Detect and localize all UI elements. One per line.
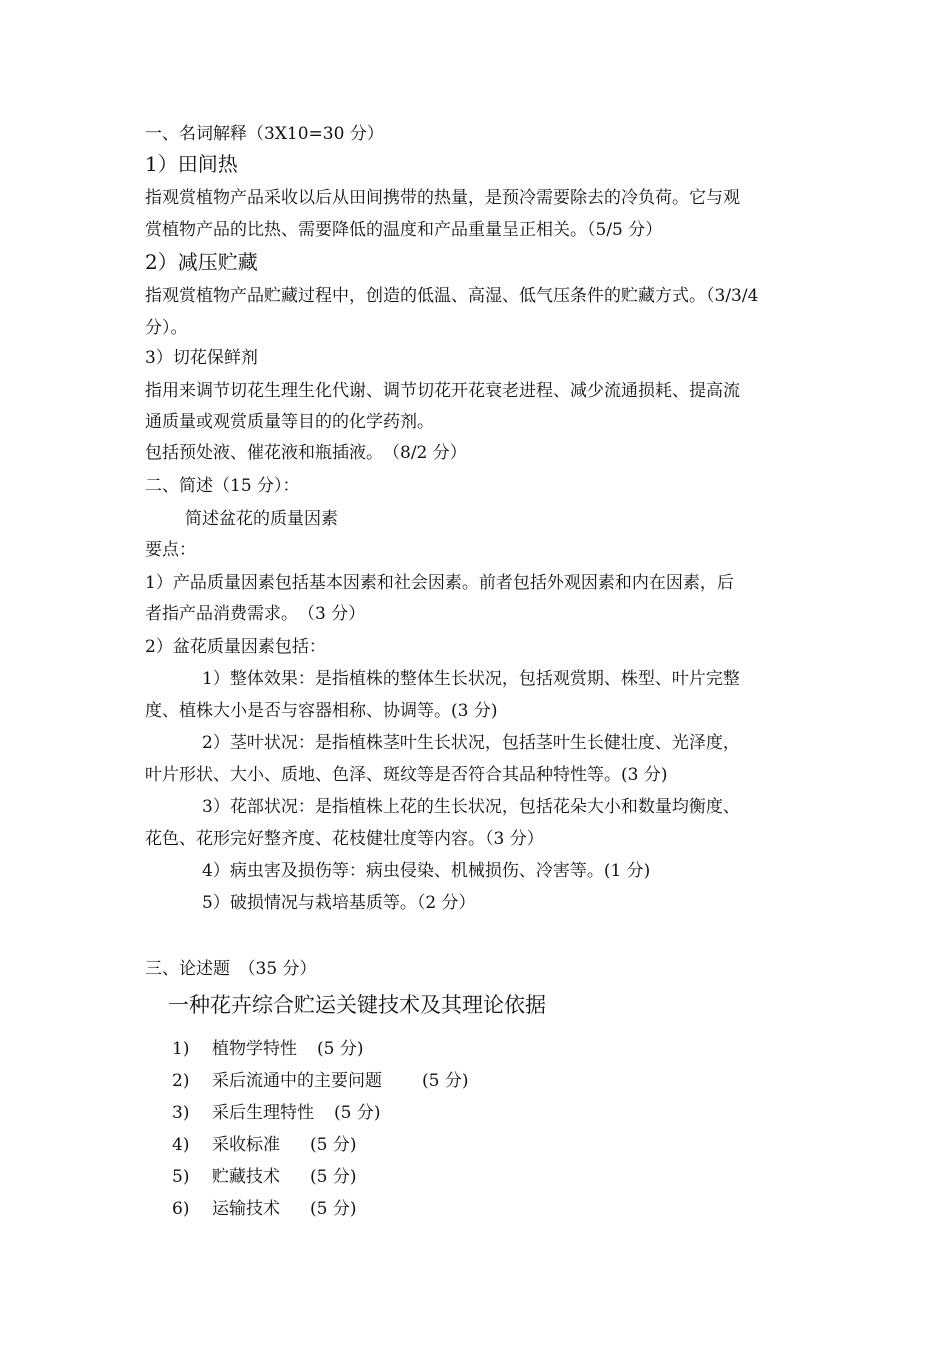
section2-line-1: 1）产品质量因素包括基本因素和社会因素。前者包括外观因素和内在因素，后: [145, 573, 734, 593]
section2-points-label: 要点：: [145, 540, 196, 560]
list-item-text: 采后生理特性: [212, 1103, 314, 1123]
list-item-number: 2): [172, 1071, 190, 1091]
sub1-rest: 度、植株大小是否与容器相称、协调等。(3 分): [145, 701, 498, 721]
list-item-text: 贮藏技术: [212, 1167, 280, 1187]
list-item-points: (5 分): [334, 1103, 381, 1123]
list-item-number: 3): [172, 1103, 190, 1123]
list-item-number: 1): [172, 1039, 190, 1059]
sub1-first: 1）整体效果：是指植株的整体生长状况，包括观赏期、株型、叶片完整: [202, 669, 740, 689]
list-item-points: (5 分): [310, 1135, 357, 1155]
list-item-text: 植物学特性: [212, 1039, 297, 1059]
section2-heading: 二、简述（15 分）：: [145, 476, 300, 496]
list-item-points: (5 分): [310, 1167, 357, 1187]
list-item: [172, 1133, 842, 1157]
term3-title: 3）切花保鲜剂: [145, 348, 258, 368]
term2-title: 2）减压贮藏: [145, 250, 258, 274]
list-item-number: 4): [172, 1135, 190, 1155]
sub3-rest: 花色、花形完好整齐度、花枝健壮度等内容。（3 分）: [145, 829, 544, 849]
list-item: [172, 1037, 842, 1061]
sub3-first: 3）花部状况：是指植株上花的生长状况，包括花朵大小和数量均衡度、: [202, 797, 740, 817]
list-item-points: (5 分): [317, 1039, 364, 1059]
term1-title: 1）田间热: [145, 152, 238, 176]
list-item-number: 6): [172, 1199, 190, 1219]
section3-question: 一种花卉综合贮运关键技术及其理论依据: [168, 993, 546, 1017]
sub4-first: 4）病虫害及损伤等：病虫侵染、机械损伤、冷害等。(1 分): [202, 861, 651, 881]
section1-heading: 一、名词解释（3X10=30 分）: [145, 124, 384, 144]
term3-line-1: 指用来调节切花生理生化代谢、调节切花开花衰老进程、减少流通损耗、提高流: [145, 381, 740, 401]
sub2-first: 2）茎叶状况：是指植株茎叶生长状况，包括茎叶生长健壮度、光泽度，: [202, 733, 740, 753]
list-item-text: 运输技术: [212, 1199, 280, 1219]
list-item-text: 采收标准: [212, 1135, 280, 1155]
term3-line-2: 通质量或观赏质量等目的的化学药剂。: [145, 412, 434, 432]
section2-line-2: 者指产品消费需求。 （3 分）: [145, 604, 366, 624]
list-item-number: 5): [172, 1167, 190, 1187]
section2-question: 简述盆花的质量因素: [185, 509, 338, 529]
term2-line-2: 分）。: [145, 318, 188, 338]
list-item: [172, 1101, 842, 1125]
list-item: [172, 1165, 842, 1189]
sub2-rest: 叶片形状、大小、质地、色泽、斑纹等是否符合其品种特性等。(3 分): [145, 765, 668, 785]
list-item-text: 采后流通中的主要问题: [212, 1071, 382, 1091]
list-item: [172, 1069, 842, 1093]
sub5-first: 5）破损情况与栽培基质等。（2 分）: [202, 893, 476, 913]
list-item-points: (5 分): [422, 1071, 469, 1091]
section2-line-3: 2）盆花质量因素包括：: [145, 637, 326, 657]
term1-line-1: 指观赏植物产品采收以后从田间携带的热量，是预冷需要除去的冷负荷。它与观: [145, 188, 740, 208]
section3-heading: 三、论述题 （35 分）: [145, 959, 317, 979]
term3-line-3: 包括预处液、催花液和瓶插液。 （8/2 分）: [145, 443, 467, 463]
term1-line-2: 赏植物产品的比热、需要降低的温度和产品重量呈正相关。（5/5 分）: [145, 220, 663, 240]
list-item-points: (5 分): [310, 1199, 357, 1219]
term2-line-1: 指观赏植物产品贮藏过程中，创造的低温、高湿、低气压条件的贮藏方式。（3/3/4: [145, 286, 759, 306]
list-item: [172, 1197, 842, 1221]
